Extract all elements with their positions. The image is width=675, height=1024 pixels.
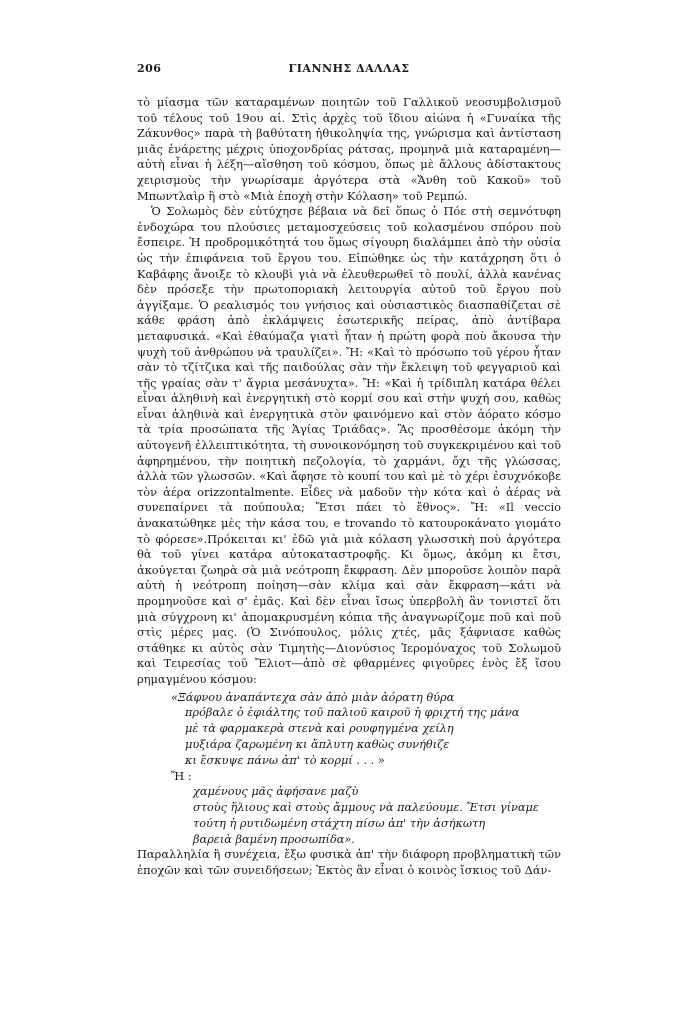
poem-line: τούτη ἡ ρυτιδωμένη στάχτη πίσω ἀπ' τὴν ἀσήκωτη bbox=[193, 816, 486, 830]
poem-line: μὲ τὰ φαρμακερὰ στενὰ καὶ ρουφηγμένα χείλη bbox=[185, 722, 454, 736]
poem-line: «Ξάφνου ἀναπάντεχα σὰν ἀπὸ μιὰν ἀόρατη θύρα bbox=[171, 690, 455, 704]
poem-quote-2 bbox=[193, 784, 561, 847]
poem-line: βαρειὰ βαμένη προσωπίδα». bbox=[193, 832, 355, 846]
poem-line: κι ἔσκυψε πάνω ἀπ' τὸ κορμί . . . » bbox=[185, 753, 385, 767]
page-body bbox=[137, 95, 561, 879]
poem-line: μυξιάρα ζαρωμένη κι ἄπλυτη καθὼς συνήθιζε bbox=[185, 737, 450, 751]
paragraph-continuation: τὸ μίασμα τῶν καταραμένων ποιητῶν τοῦ Γαλλικοῦ νεοσυμβολισμοῦ τοῦ τέλους τοῦ 19ου αἰ. Στὶς ἀρχὲς τοῦ ἴδιου αἰώνα ἡ «Γυναίκα τῆς Ζάκυνθος» παρὰ τὴ βαθύτατη ἠθικοληψία της, γνώρισμα καὶ ἀντίσταση μιᾶς ἐνάρετης μέχρις ὑποχονδρίας ράτσας, προμηνᾶ μιὰ καταραμένη—αὐτὴ εἶναι ἡ λέξη—αἴσθηση τοῦ κόσμου, ὅπως μὲ ἄλλους ἀδίστακτους χειρισμοὺς τὴν γνωρίσαμε ἀργότερα στὰ «Ἄνθη τοῦ Κακοῦ» τοῦ Μπωντλαὶρ ἢ στὸ «Μιὰ ἐποχὴ στὴν Κόλαση» τοῦ Ρεμπώ. bbox=[137, 95, 561, 203]
paragraph-closing: Παραλληλία ἢ συνέχεια, ἔξω φυσικὰ ἀπ' τὴν διάφορη προβληματικὴ τῶν ἐποχῶν καὶ τῶν συνειδήσεων; Ἐκτὸς ἂν εἶναι ὁ κοινὸς ἴσκιος τοῦ Δάν- bbox=[137, 847, 561, 877]
running-head: ΓΙΑΝΝΗΣ ΔΑΛΛΑΣ bbox=[288, 62, 410, 75]
paragraph-solomos: Ὁ Σολωμὸς δὲν εὐτύχησε βέβαια νὰ δεῖ ὅπως ὁ Πόε στὴ σεμνότυφη ἐνδοχώρα του πλούσιες μεταμοσχεύσεις τοῦ κολασμένου σπόρου ποὺ ἔσπειρε. Ἡ προδρομικότητά του ὅμως σίγουρη διαλάμπει ἀπὸ τὴν οὐσία ὡς τὴν ἐπιφάνεια τοῦ ἔργου του. Εἰπώθηκε ὡς τὴν κατάχρηση ὅτι ὁ Καβάφης ἄνοιξε τὸ κλουβὶ γιὰ νὰ ἐλευθερωθεῖ τὸ πουλί, ἀλλὰ κανένας δὲν πρόσεξε τὴν πρωτοποριακὴ λειτουργία αὐτοῦ τοῦ ἔργου ποὺ ἀγγίξαμε. Ὁ ρεαλισμός του γνήσιος καὶ οὐσιαστικὸς διασπαθίζεται σὲ κάθε φράση ἀπὸ ἐκλάμψεις ἐσωτερικῆς πείρας, ἀπὸ ἀντίβαρα μεταφυσικά. «Καὶ ἐθαύμαζα γιατὶ ἦταν ἡ πρώτη φορὰ ποὺ ἄκουσα τὴν ψυχὴ τοῦ ἀνθρώπου νὰ τραυλίζει». Ἤ: «Καὶ τὸ πρόσωπο τοῦ γέρου ἦταν σὰν τὸ τζίτζικα καὶ τῆς παιδούλας σὰν τὴν ἔκλειψη τοῦ φεγγαριοῦ καὶ τῆς γραίας σὰν τ' ἄγρια μεσάνυχτα». Ἤ: «Καὶ ἡ τρίδιπλη κατάρα θέλει εἶναι ἀληθινὴ καὶ ἐνεργητικὴ στὸ κορμί σου καὶ στὴν ψυχή σου, καθὼς εἶναι ἀληθινὰ καὶ ἐνεργητικὰ στὸν φαινόμενο καὶ στὸν ἀόρατο κόσμο τὰ τρία προσώπατα τῆς Ἁγίας Τριάδας». Ἂς προσθέσομε ἀκόμη τὴν αὐτογενῆ ἐλλειπτικότητα, τὴ συνοικονόμηση τοῦ συγκεκριμένου καὶ τοῦ ἀφηρημένου, τὴν ποιητικὴ πεζολογία, τὸ χαρμάνι, ὄχι τῆς γλώσσας, ἀλλὰ τῶν γλωσσῶν. «Καὶ ἄφησε τὸ κουπί του καὶ μὲ τὸ χέρι ἐσυχνόκοβε τὸν ἀέρα orizzontalmente. Εἶδες νὰ μαδοῦν τὴν κότα καὶ ὁ ἀέρας νὰ συνεπαίρνει τὰ πούπουλα; Ἔτσι πάει τὸ ἔθνος». Ἤ: «Il veccio ἀνακατώθηκε μὲς τὴν κάσα του, e trovando τὸ κατουροκάνατο γιομάτο τὸ φόρεσε».Πρόκειται κι' ἐδῶ γιὰ μιὰ κόλαση γλωσσικὴ ποὺ ἀργότερα θὰ τοῦ γίνει κατάρα αὐτοκαταστροφῆς. Κι ὅμως, ἀκόμη κι ἔτσι, ἀκούγεται ζωηρὰ σὰ μιὰ νεότροπη ἔκφραση. Δὲν μποροῦσε λοιπὸν παρὰ αὐτὴ ἡ νεότροπη ποίηση—σὰν κλίμα καὶ σὰν ἔκφραση—κάτι νὰ προμηνοῦσε καὶ σ' ἐμᾶς. Καὶ δὲν εἶναι ἴσως ὑπερβολὴ ἂν τονιστεῖ ὅτι μιὰ σύγχρονη κι' ἀπομακρυσμένη κόπια τῆς ἀναγνωρίζομε ποῦ καὶ ποῦ στὶς μέρες μας. (Ὁ Σινόπουλος, μόλις χτές, μᾶς ξάφνιασε καθὼς στάθηκε κι αὐτὸς σὰν Τιμητὴς—Διονύσιος Ἱερομόναχος τοῦ Σολωμοῦ καὶ Τειρεσίας τοῦ Ἔλιοτ—ἀπὸ σὲ φθαρμένες φιγοῦρες ἑνὸς ἔξ ἴσου ρημαγμένου κόσμου: bbox=[137, 204, 561, 686]
poem-line: πρόβαλε ὁ ἐφιάλτης τοῦ παλιοῦ καιροῦ ἡ φριχτή της μάνα bbox=[185, 706, 520, 720]
quote-separator: Ἤ : bbox=[171, 768, 192, 783]
page-number: 206 bbox=[137, 62, 162, 75]
page-header bbox=[137, 62, 561, 78]
poem-quote-1 bbox=[171, 690, 561, 769]
poem-line: χαμένους μᾶς ἀφήσανε μαζὺ bbox=[193, 785, 359, 799]
poem-line: στοὺς ἥλιους καὶ στοὺς ἄμμους νὰ παλεύουμε. Ἔτσι γίναμε bbox=[193, 800, 539, 814]
